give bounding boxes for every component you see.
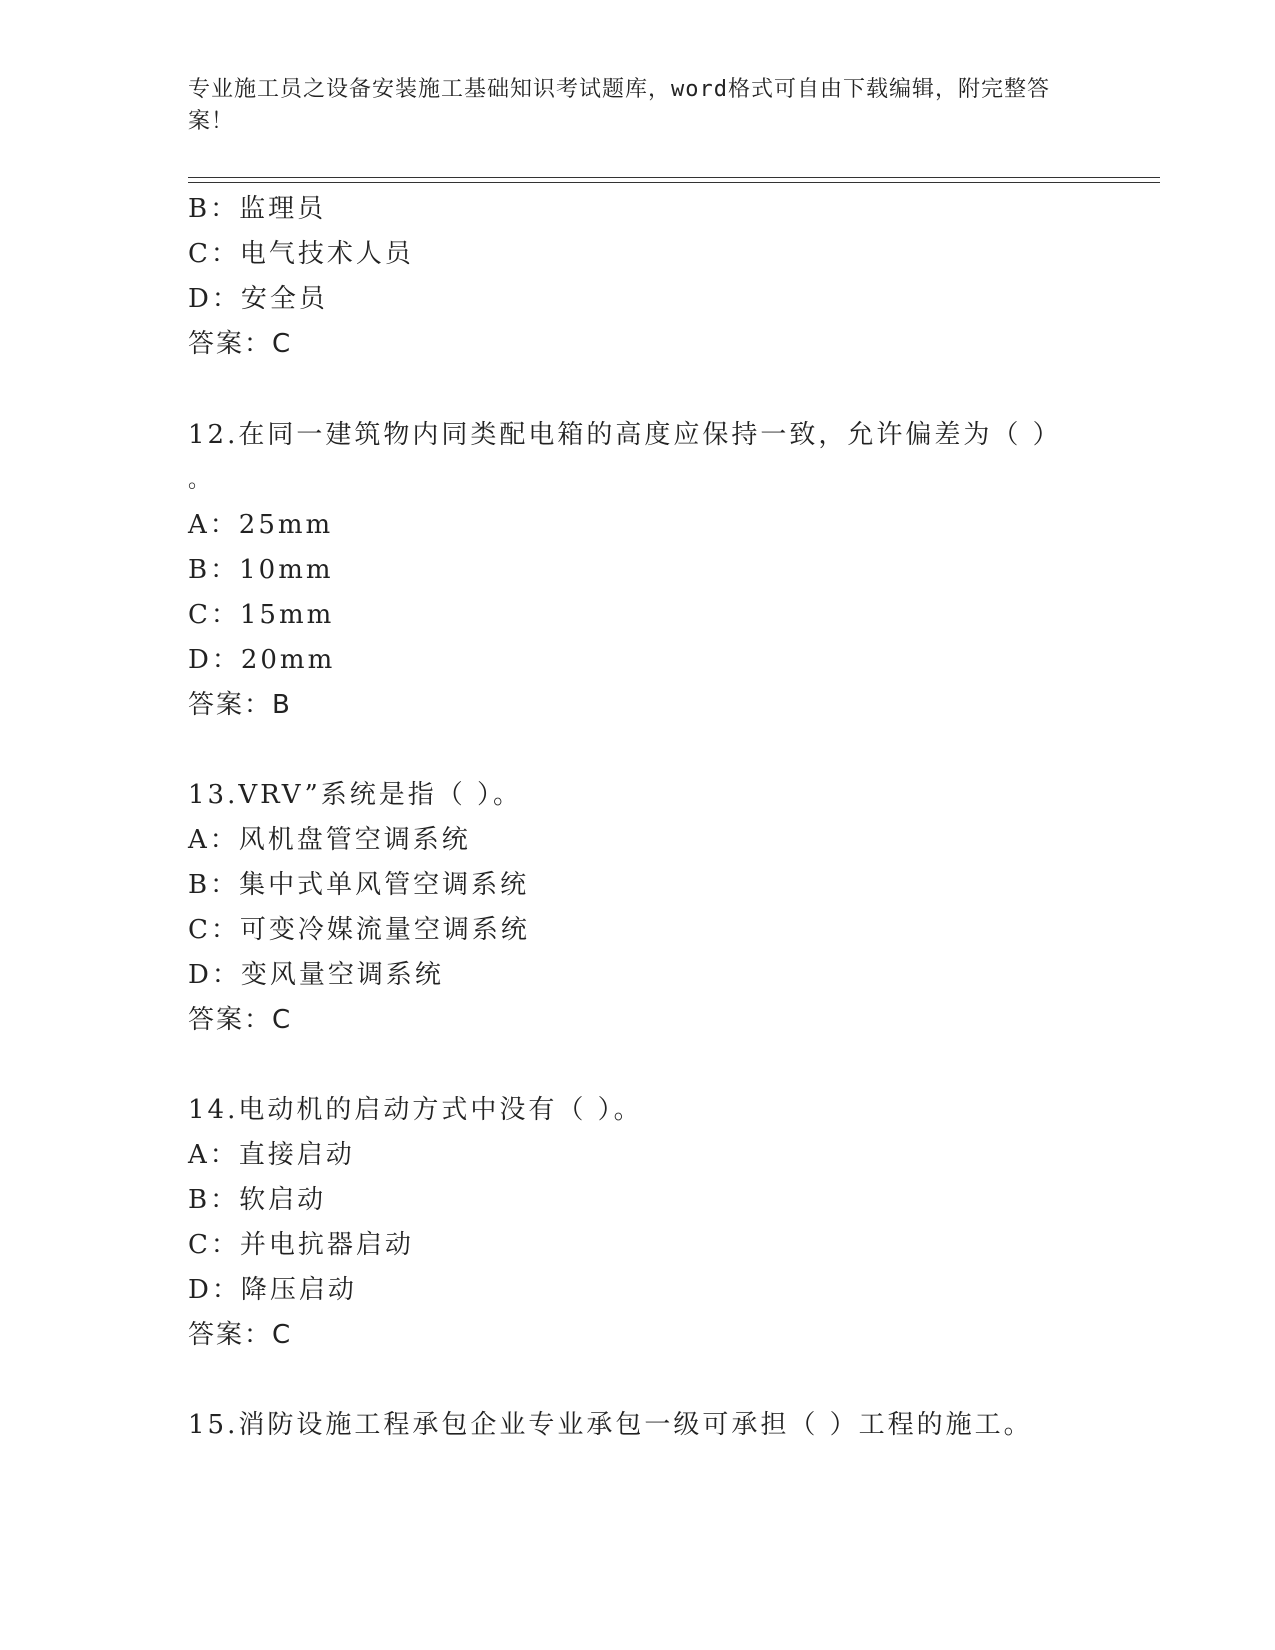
question-14-option-c: C：并电抗器启动	[188, 1230, 414, 1260]
question-14-answer: 答案：C	[188, 1320, 293, 1350]
question-12-answer: 答案：B	[188, 690, 292, 720]
question-12-option-d: D：20mm	[188, 645, 336, 675]
option-c: C：电气技术人员	[188, 239, 414, 269]
question-13-option-b: B：集中式单风管空调系统	[188, 870, 530, 900]
question-13-option-c: C：可变冷媒流量空调系统	[188, 915, 530, 945]
question-14-option-d: D：降压启动	[188, 1275, 357, 1305]
question-12-option-b: B：10mm	[188, 555, 334, 585]
answer: 答案：C	[188, 329, 293, 359]
option-b: B：监理员	[188, 194, 327, 224]
question-13-answer: 答案：C	[188, 1005, 293, 1035]
question-13-option-a: A：风机盘管空调系统	[188, 825, 471, 855]
header-divider-top	[188, 177, 1160, 178]
question-12-option-a: A：25mm	[188, 510, 334, 540]
question-13-option-d: D：变风量空调系统	[188, 960, 444, 990]
option-d: D：安全员	[188, 284, 328, 314]
header-divider-bottom	[188, 182, 1160, 183]
question-14-option-b: B：软启动	[188, 1185, 327, 1215]
question-15-text: 15.消防设施工程承包企业专业承包一级可承担（ ）工程的施工。	[188, 1410, 1033, 1440]
question-13-text: 13.VRV”系统是指（ ）。	[188, 780, 523, 810]
question-14-option-a: A：直接启动	[188, 1140, 355, 1170]
question-12-text: 12.在同一建筑物内同类配电箱的高度应保持一致，允许偏差为（ ）	[188, 420, 1062, 450]
question-12-option-c: C：15mm	[188, 600, 335, 630]
question-14-text: 14.电动机的启动方式中没有（ ）。	[188, 1095, 643, 1125]
document-header: 专业施工员之设备安装施工基础知识考试题库，word格式可自由下载编辑，附完整答案！	[188, 77, 1050, 134]
question-12-text-continued: 。	[188, 468, 214, 493]
